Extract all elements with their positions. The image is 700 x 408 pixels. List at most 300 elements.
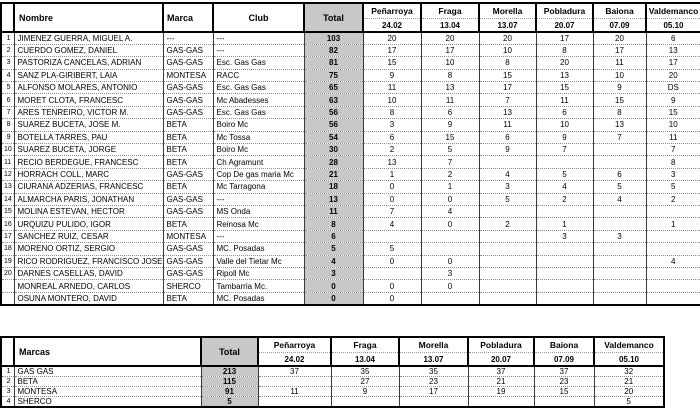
club-cell: --- [213,44,304,56]
event-name: Valdemanco [604,340,654,350]
score-cell [534,397,594,408]
name-cell: ARES TENREIRO, VICTOR M. [14,106,163,118]
score-cell: 4 [646,255,700,267]
event-name: Peñarroya [273,340,316,350]
score-cell [593,144,646,156]
score-cell: 9 [593,82,646,94]
event-header [479,3,536,32]
score-cell: 5 [593,181,646,193]
event-date: 20.07 [537,18,592,31]
position-cell: 6 [1,94,14,106]
club-cell: MC. Posadas [213,243,304,255]
position-cell: 1 [1,32,14,44]
score-cell: 7 [536,144,593,156]
position-header [1,3,14,32]
position-cell: 10 [1,144,14,156]
score-cell: 4 [593,193,646,205]
event-header [534,337,594,366]
total-cell: 213 [201,366,258,377]
score-cell: DS [646,82,700,94]
score-cell: 7 [363,205,421,217]
position-cell: 8 [1,119,14,131]
club-cell: Tambarria Mc. [213,280,304,292]
table-row [1,292,700,304]
name-cell: MONREAL ARNEDO, CARLOS [14,280,163,292]
score-cell: 0 [363,255,421,267]
name-cell: ALMARCHA PARIS, JONATHAN [14,193,163,205]
score-cell: 2 [536,193,593,205]
score-cell: 7 [421,156,479,168]
brand-cell: BETA [163,181,213,193]
brand-cell: BETA [163,144,213,156]
score-cell: 15 [363,57,421,69]
score-cell [479,280,536,292]
score-cell: 5 [479,193,536,205]
table-row [1,267,700,279]
table-row [1,193,700,205]
event-header [399,337,468,366]
brand-cell: GAS-GAS [163,243,213,255]
total-header: Total [304,3,363,32]
event-date: 24.02 [364,18,420,31]
event-header [363,3,421,32]
name-cell: RECIO BERDEGUE, FRANCESC [14,156,163,168]
score-cell [646,230,700,242]
total-cell: 82 [304,44,363,56]
score-cell [593,156,646,168]
score-cell: 7 [593,131,646,143]
position-cell: 7 [1,106,14,118]
event-name: Fraga [438,6,462,16]
name-header: Nombre [14,3,163,32]
brand-cell: MONTESA [163,230,213,242]
score-cell [536,267,593,279]
name-cell: MOLINA ESTEVAN, HECTOR [14,205,163,217]
score-cell [421,230,479,242]
total-cell: 0 [304,280,363,292]
score-cell [421,243,479,255]
table-row [1,32,700,44]
score-cell [646,205,700,217]
score-cell: 15 [536,82,593,94]
score-cell: 3 [646,168,700,180]
brand-cell: BETA [163,156,213,168]
position-cell: 18 [1,243,14,255]
brand-cell: GAS-GAS [163,255,213,267]
total-cell: 54 [304,131,363,143]
table-row [1,94,700,106]
score-cell [331,397,399,408]
score-cell: 0 [363,181,421,193]
score-cell: 9 [363,69,421,81]
name-cell: JIMENEZ GUERRA, MIGUEL A. [14,32,163,44]
score-cell [479,292,536,304]
total-cell: 91 [201,387,258,397]
event-date: 05.10 [647,18,700,31]
score-cell: 0 [421,193,479,205]
score-cell: 15 [479,69,536,81]
score-cell [593,205,646,217]
club-cell: Mc Abadesses [213,94,304,106]
brand-cell: BETA [163,131,213,143]
score-cell [593,243,646,255]
position-cell: 17 [1,230,14,242]
brand-cell: GAS-GAS [163,205,213,217]
total-header: Total [201,337,258,366]
event-date: 05.10 [595,352,663,365]
score-cell: 8 [536,44,593,56]
total-cell: 28 [304,156,363,168]
event-date: 13.04 [332,352,398,365]
table-row [1,156,700,168]
score-cell: 8 [421,69,479,81]
score-cell: 9 [536,131,593,143]
position-cell: 19 [1,255,14,267]
club-cell: Mc Tarragona [213,181,304,193]
total-cell: 103 [304,32,363,44]
score-cell: 2 [479,218,536,230]
name-cell: SANZ PLA-GIRIBERT, LAIA [14,69,163,81]
total-cell: 11 [304,205,363,217]
score-cell [646,280,700,292]
table-row [1,44,700,56]
score-cell: 23 [534,377,594,387]
position-header [1,337,14,366]
name-cell: DARNES CASELLAS, DAVID [14,267,163,279]
score-cell: 17 [536,32,593,44]
event-date: 13.04 [422,18,478,31]
event-date: 13.07 [400,352,467,365]
score-cell: 9 [646,94,700,106]
score-cell: 5 [646,181,700,193]
club-cell: MS Onda [213,205,304,217]
score-cell [258,397,331,408]
score-cell: 13 [421,82,479,94]
score-cell: 0 [363,280,421,292]
score-cell [593,292,646,304]
brand-header: Marca [163,3,213,32]
score-cell: 2 [646,193,700,205]
position-cell: 14 [1,193,14,205]
score-cell [479,255,536,267]
event-name: Pobladura [480,340,522,350]
score-cell: 0 [363,292,421,304]
total-cell: 56 [304,119,363,131]
brand-cell: GAS-GAS [163,94,213,106]
score-cell [258,377,331,387]
score-cell: 5 [421,144,479,156]
event-header [468,337,534,366]
event-date: 24.02 [259,352,330,365]
brand-cell: MONTESA [163,69,213,81]
score-cell: 37 [258,366,331,377]
club-cell: RACC [213,69,304,81]
name-cell: RICO RODRIGUEZ, FRANCISCO JOSE [14,255,163,267]
score-cell: 0 [421,218,479,230]
score-cell: 2 [363,144,421,156]
table-row [1,131,700,143]
score-cell [536,156,593,168]
score-cell: 10 [421,57,479,69]
score-cell: 8 [479,57,536,69]
total-cell: 81 [304,57,363,69]
event-name: Peñarroya [371,6,413,16]
name-cell: SANCHEZ RUIZ, CESAR [14,230,163,242]
score-cell: 11 [536,94,593,106]
name-cell: SHERCO [14,397,201,408]
club-header: Club [213,3,304,32]
total-cell: 8 [304,218,363,230]
position-cell: 16 [1,218,14,230]
score-cell: 7 [646,144,700,156]
total-cell: 30 [304,144,363,156]
score-cell [536,243,593,255]
total-cell: 0 [304,292,363,304]
score-cell: 10 [536,119,593,131]
score-cell: 17 [399,387,468,397]
table-row [1,243,700,255]
score-cell: 13 [363,156,421,168]
name-cell: SUAREZ BUCETA, JOSE M. [14,119,163,131]
club-cell: --- [213,230,304,242]
total-cell: 65 [304,82,363,94]
score-cell: 15 [421,131,479,143]
score-cell [593,218,646,230]
score-cell: 3 [363,119,421,131]
score-cell: 20 [593,32,646,44]
club-cell: Esc. Gas Gas [213,106,304,118]
score-cell: 9 [421,119,479,131]
total-cell: 5 [201,397,258,408]
total-cell: 56 [304,106,363,118]
score-cell: 13 [646,44,700,56]
position-cell: 11 [1,156,14,168]
table-row [1,280,700,292]
name-cell: PASTORIZA CANCELAS, ADRIAN [14,57,163,69]
brands-table [0,336,665,408]
score-cell: 13 [479,106,536,118]
score-cell [479,156,536,168]
club-cell: Esc. Gas Gas [213,57,304,69]
club-cell: Ripoll Mc [213,267,304,279]
name-cell: MORENO ORTIZ, SERGIO [14,243,163,255]
table-row [1,144,700,156]
event-header [594,337,664,366]
club-cell: Ch Agramunt [213,156,304,168]
score-cell: 32 [594,366,664,377]
score-cell [399,397,468,408]
score-cell: 6 [363,131,421,143]
score-cell [479,267,536,279]
name-cell: MORET CLOTA, FRANCESC [14,94,163,106]
event-name: Morella [418,340,449,350]
score-cell: 11 [258,387,331,397]
score-cell: 13 [536,69,593,81]
event-header [331,337,399,366]
event-date: 07.09 [535,352,593,365]
brand-cell: SHERCO [163,280,213,292]
score-cell: 3 [536,230,593,242]
score-cell: 5 [594,397,664,408]
event-header [258,337,331,366]
table-row [1,205,700,217]
brand-cell: GAS-GAS [163,106,213,118]
score-cell: 21 [594,377,664,387]
total-cell: 4 [304,255,363,267]
position-cell: 2 [1,377,14,387]
total-cell: 21 [304,168,363,180]
score-cell [421,292,479,304]
name-cell: CUERDO GOMEZ, DANIEL [14,44,163,56]
score-cell: 10 [646,119,700,131]
table-row [1,255,700,267]
score-cell [646,243,700,255]
brand-cell: GAS-GAS [163,193,213,205]
score-cell: 20 [646,69,700,81]
score-cell: 19 [468,387,534,397]
club-cell: Boiro Mc [213,144,304,156]
total-cell: 13 [304,193,363,205]
score-cell: 8 [593,106,646,118]
table-row [1,181,700,193]
score-cell: 4 [536,181,593,193]
score-cell: 4 [363,218,421,230]
score-cell [593,255,646,267]
position-cell: 20 [1,267,14,279]
event-name: Pobladura [543,6,586,16]
score-cell: 1 [646,218,700,230]
name-cell: GAS GAS [14,366,201,377]
score-cell: 13 [593,119,646,131]
event-name: Baiona [549,340,579,350]
event-name: Morella [492,6,523,16]
score-cell: 6 [536,106,593,118]
score-cell [536,205,593,217]
score-cell: 8 [646,156,700,168]
score-cell: 2 [421,168,479,180]
score-cell [479,230,536,242]
table-row [1,168,700,180]
brand-cell: --- [163,32,213,44]
score-cell: 20 [421,32,479,44]
position-cell: 15 [1,205,14,217]
score-cell: 17 [421,44,479,56]
event-date: 20.07 [469,352,533,365]
score-cell: 1 [536,218,593,230]
event-header [646,3,700,32]
position-cell: 3 [1,57,14,69]
score-cell: 15 [534,387,594,397]
score-cell [468,397,534,408]
score-cell: 6 [479,131,536,143]
score-cell: 10 [593,69,646,81]
table-row [1,377,664,387]
score-cell: 23 [399,377,468,387]
score-cell [593,267,646,279]
position-cell: 4 [1,397,14,408]
score-cell [479,243,536,255]
brands-header-row [1,337,664,366]
brand-cell: GAS-GAS [163,82,213,94]
score-cell: 6 [646,32,700,44]
position-cell: 12 [1,168,14,180]
score-cell: 0 [421,280,479,292]
name-cell: BETA [14,377,201,387]
position-cell [1,280,14,292]
brand-cell: GAS-GAS [163,168,213,180]
total-cell: 6 [304,230,363,242]
brand-cell: BETA [163,119,213,131]
name-cell: MONTESA [14,387,201,397]
score-cell: 35 [331,366,399,377]
score-cell: 0 [421,255,479,267]
table-row [1,387,664,397]
score-cell: 10 [479,44,536,56]
club-cell: Mc Tossa [213,131,304,143]
score-cell: 15 [646,106,700,118]
table-row [1,230,700,242]
event-header [421,3,479,32]
total-cell: 115 [201,377,258,387]
score-cell [646,267,700,279]
score-cell: 20 [594,387,664,397]
name-cell: URQUIZU PULIDO, IGOR [14,218,163,230]
name-cell: ALFONSO MOLARES, ANTONIO [14,82,163,94]
score-cell: 37 [468,366,534,377]
score-cell: 37 [534,366,594,377]
score-cell: 35 [399,366,468,377]
event-header [536,3,593,32]
score-cell: 10 [363,94,421,106]
table-row [1,218,700,230]
score-cell: 11 [593,57,646,69]
table-row [1,57,700,69]
score-cell: 4 [479,168,536,180]
event-name: Baiona [605,6,634,16]
club-cell: Esc. Gas Gas [213,82,304,94]
brand-cell: GAS-GAS [163,57,213,69]
score-cell [593,280,646,292]
name-cell: SUAREZ BUCETA, JORGE [14,144,163,156]
position-cell: 9 [1,131,14,143]
brand-cell: BETA [163,218,213,230]
score-cell: 21 [468,377,534,387]
table-row [1,119,700,131]
total-cell: 18 [304,181,363,193]
score-cell: 27 [331,377,399,387]
table-row [1,69,700,81]
total-cell: 75 [304,69,363,81]
position-cell: 4 [1,69,14,81]
table-row [1,82,700,94]
total-cell: 5 [304,243,363,255]
riders-body [1,32,700,305]
table-row [1,106,700,118]
score-cell: 7 [479,94,536,106]
club-cell: --- [213,193,304,205]
score-cell: 8 [363,106,421,118]
name-cell: OSUNA MONTERO, DAVID [14,292,163,304]
score-cell: 3 [593,230,646,242]
score-cell: 17 [479,82,536,94]
score-cell: 9 [331,387,399,397]
score-cell [363,230,421,242]
position-cell: 2 [1,44,14,56]
table-row [1,366,664,377]
event-date: 13.07 [480,18,535,31]
position-cell [1,292,14,304]
score-cell [536,292,593,304]
